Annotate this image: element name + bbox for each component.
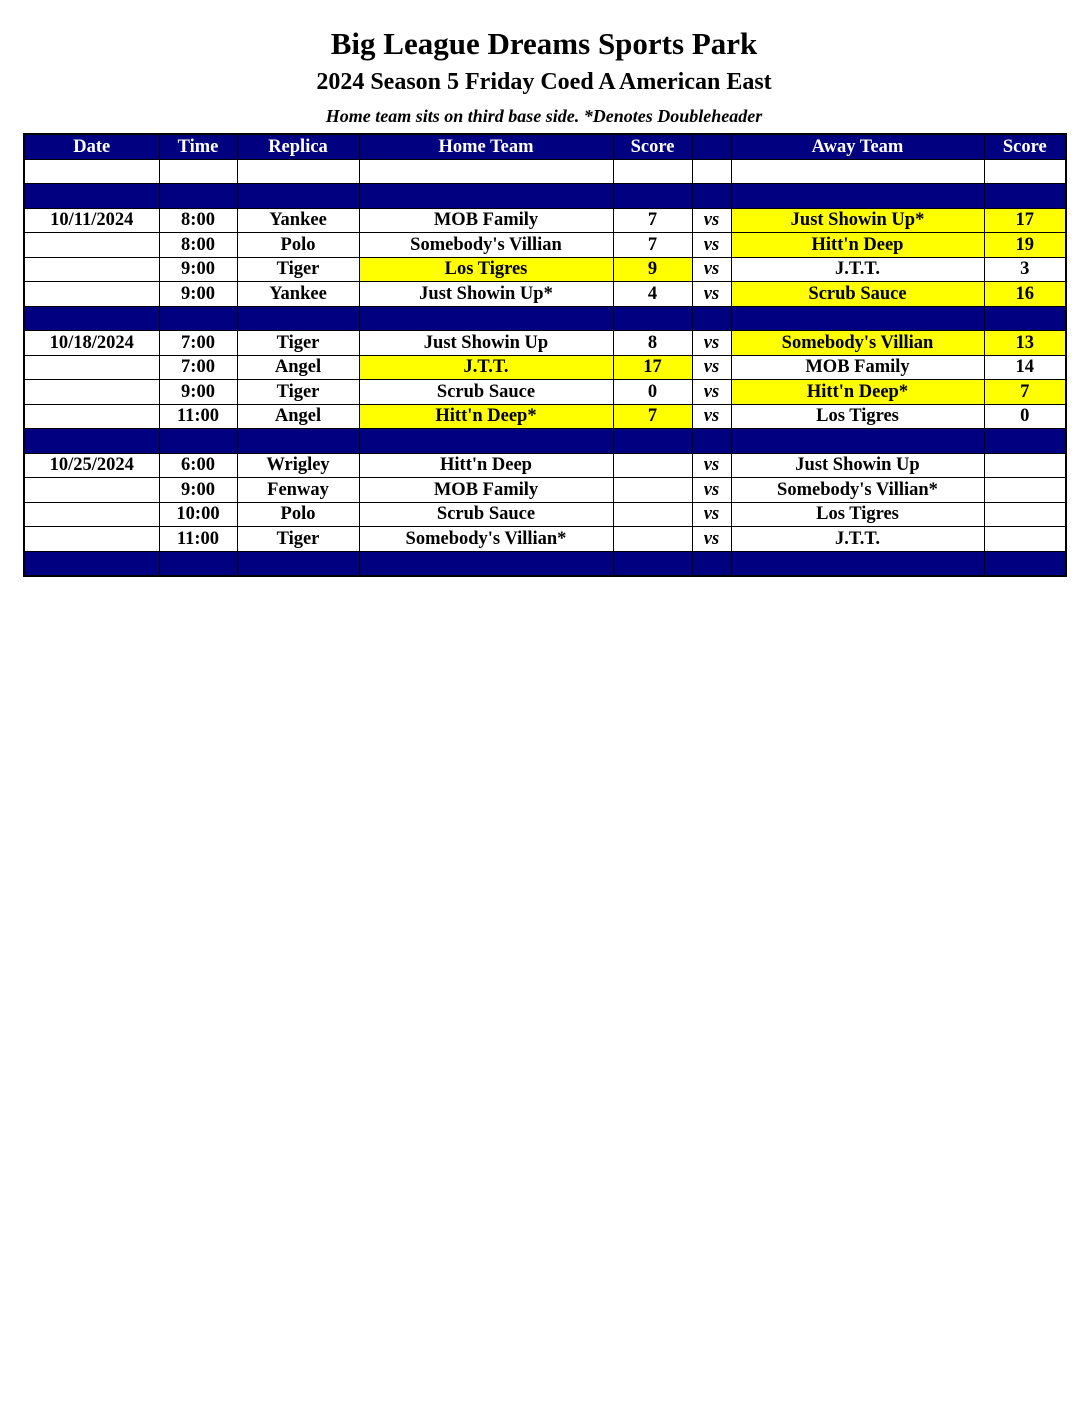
game-row (24, 355, 1066, 380)
separator-cell (159, 184, 237, 209)
game-row (24, 502, 1066, 527)
away-team-cell: Los Tigres (731, 404, 984, 429)
date-cell (24, 478, 159, 503)
date-cell (24, 257, 159, 282)
home-team-cell: J.T.T. (359, 355, 613, 380)
blank-cell (24, 159, 159, 184)
home-team-cell: Just Showin Up* (359, 282, 613, 307)
replica-cell: Fenway (237, 478, 359, 503)
col-header-away-team: Away Team (731, 134, 984, 159)
date-cell (24, 527, 159, 552)
vs-cell: vs (692, 355, 731, 380)
date-cell (24, 355, 159, 380)
home-score-cell: 7 (613, 404, 692, 429)
doubleheader-note: Home team sits on third base side. *Denotes Doubleheader (325, 106, 763, 126)
game-row (24, 404, 1066, 429)
date-cell (24, 233, 159, 258)
replica-cell: Yankee (237, 208, 359, 233)
separator-cell (984, 551, 1066, 576)
replica-cell: Tiger (237, 527, 359, 552)
time-cell: 8:00 (159, 233, 237, 258)
vs-cell: vs (692, 478, 731, 503)
away-team-cell: J.T.T. (731, 257, 984, 282)
replica-cell: Tiger (237, 257, 359, 282)
date-cell: 10/25/2024 (24, 453, 159, 478)
away-team-cell: Just Showin Up (731, 453, 984, 478)
game-row (24, 233, 1066, 258)
separator-cell (613, 184, 692, 209)
separator-cell (731, 306, 984, 331)
time-cell: 9:00 (159, 257, 237, 282)
separator-cell (359, 429, 613, 454)
home-score-cell: 0 (613, 380, 692, 405)
game-row (24, 208, 1066, 233)
col-header-home-score: Score (613, 134, 692, 159)
away-score-cell (984, 527, 1066, 552)
away-score-cell (984, 478, 1066, 503)
separator-cell (159, 429, 237, 454)
away-score-cell: 0 (984, 404, 1066, 429)
separator-cell (237, 306, 359, 331)
date-cell: 10/11/2024 (24, 208, 159, 233)
separator-cell (24, 306, 159, 331)
separator-cell (731, 184, 984, 209)
replica-cell: Angel (237, 404, 359, 429)
blank-cell (692, 159, 731, 184)
separator-cell (613, 306, 692, 331)
vs-cell: vs (692, 208, 731, 233)
blank-cell (237, 159, 359, 184)
away-team-cell: Hitt'n Deep (731, 233, 984, 258)
home-score-cell: 4 (613, 282, 692, 307)
separator-cell (159, 306, 237, 331)
separator-cell (359, 551, 613, 576)
home-score-cell (613, 502, 692, 527)
home-team-cell: Los Tigres (359, 257, 613, 282)
separator-cell (984, 429, 1066, 454)
game-row (24, 380, 1066, 405)
away-score-cell (984, 453, 1066, 478)
home-score-cell (613, 453, 692, 478)
time-cell: 6:00 (159, 453, 237, 478)
replica-cell: Angel (237, 355, 359, 380)
replica-cell: Yankee (237, 282, 359, 307)
separator-cell (731, 551, 984, 576)
league-subtitle: 2024 Season 5 Friday Coed A American East (316, 69, 772, 95)
separator-cell (159, 551, 237, 576)
away-team-cell: MOB Family (731, 355, 984, 380)
time-cell: 11:00 (159, 527, 237, 552)
home-score-cell: 9 (613, 257, 692, 282)
away-score-cell (984, 502, 1066, 527)
game-row (24, 453, 1066, 478)
separator-cell (613, 551, 692, 576)
time-cell: 11:00 (159, 404, 237, 429)
replica-cell: Polo (237, 502, 359, 527)
home-score-cell: 7 (613, 233, 692, 258)
game-row (24, 282, 1066, 307)
home-score-cell: 7 (613, 208, 692, 233)
home-team-cell: Somebody's Villian* (359, 527, 613, 552)
replica-cell: Wrigley (237, 453, 359, 478)
away-team-cell: Scrub Sauce (731, 282, 984, 307)
blank-cell (613, 159, 692, 184)
time-cell: 9:00 (159, 380, 237, 405)
time-cell: 7:00 (159, 331, 237, 356)
blank-cell (984, 159, 1066, 184)
separator-cell (237, 551, 359, 576)
vs-cell: vs (692, 257, 731, 282)
away-team-cell: Just Showin Up* (731, 208, 984, 233)
time-cell: 10:00 (159, 502, 237, 527)
home-team-cell: Just Showin Up (359, 331, 613, 356)
home-score-cell (613, 478, 692, 503)
week-separator-row (24, 551, 1066, 576)
time-cell: 9:00 (159, 282, 237, 307)
separator-cell (24, 184, 159, 209)
away-team-cell: J.T.T. (731, 527, 984, 552)
home-team-cell: MOB Family (359, 478, 613, 503)
time-cell: 9:00 (159, 478, 237, 503)
blank-cell (159, 159, 237, 184)
game-row (24, 331, 1066, 356)
separator-cell (359, 184, 613, 209)
date-cell (24, 404, 159, 429)
week-separator-row (24, 306, 1066, 331)
col-header-time: Time (159, 134, 237, 159)
page-title: Big League Dreams Sports Park (330, 26, 758, 61)
away-team-cell: Somebody's Villian* (731, 478, 984, 503)
col-header-vs (692, 134, 731, 159)
separator-cell (984, 306, 1066, 331)
away-score-cell: 13 (984, 331, 1066, 356)
replica-cell: Tiger (237, 331, 359, 356)
separator-cell (984, 184, 1066, 209)
replica-cell: Tiger (237, 380, 359, 405)
away-score-cell: 3 (984, 257, 1066, 282)
time-cell: 8:00 (159, 208, 237, 233)
date-cell (24, 502, 159, 527)
col-header-away-score: Score (984, 134, 1066, 159)
vs-cell: vs (692, 502, 731, 527)
vs-cell: vs (692, 453, 731, 478)
blank-cell (359, 159, 613, 184)
game-row (24, 527, 1066, 552)
separator-cell (24, 429, 159, 454)
blank-row (24, 159, 1066, 184)
home-team-cell: Hitt'n Deep* (359, 404, 613, 429)
away-score-cell: 14 (984, 355, 1066, 380)
date-cell (24, 282, 159, 307)
away-score-cell: 16 (984, 282, 1066, 307)
vs-cell: vs (692, 527, 731, 552)
away-team-cell: Hitt'n Deep* (731, 380, 984, 405)
game-row (24, 478, 1066, 503)
table-header-row (24, 134, 1066, 159)
col-header-home-team: Home Team (359, 134, 613, 159)
separator-cell (692, 429, 731, 454)
time-cell: 7:00 (159, 355, 237, 380)
vs-cell: vs (692, 233, 731, 258)
schedule-body (24, 159, 1066, 576)
away-score-cell: 17 (984, 208, 1066, 233)
home-team-cell: Somebody's Villian (359, 233, 613, 258)
separator-cell (237, 429, 359, 454)
separator-cell (237, 184, 359, 209)
replica-cell: Polo (237, 233, 359, 258)
separator-cell (731, 429, 984, 454)
separator-cell (692, 306, 731, 331)
home-team-cell: MOB Family (359, 208, 613, 233)
schedule-table (23, 133, 1067, 577)
home-score-cell: 8 (613, 331, 692, 356)
separator-cell (613, 429, 692, 454)
home-team-cell: Scrub Sauce (359, 502, 613, 527)
blank-cell (731, 159, 984, 184)
separator-cell (24, 551, 159, 576)
away-team-cell: Los Tigres (731, 502, 984, 527)
vs-cell: vs (692, 282, 731, 307)
home-score-cell: 17 (613, 355, 692, 380)
away-team-cell: Somebody's Villian (731, 331, 984, 356)
date-cell: 10/18/2024 (24, 331, 159, 356)
date-cell (24, 380, 159, 405)
col-header-date: Date (24, 134, 159, 159)
home-score-cell (613, 527, 692, 552)
game-row (24, 257, 1066, 282)
vs-cell: vs (692, 331, 731, 356)
vs-cell: vs (692, 404, 731, 429)
home-team-cell: Scrub Sauce (359, 380, 613, 405)
separator-cell (359, 306, 613, 331)
away-score-cell: 19 (984, 233, 1066, 258)
col-header-replica: Replica (237, 134, 359, 159)
separator-cell (692, 551, 731, 576)
away-score-cell: 7 (984, 380, 1066, 405)
week-separator-row (24, 184, 1066, 209)
week-separator-row (24, 429, 1066, 454)
separator-cell (692, 184, 731, 209)
vs-cell: vs (692, 380, 731, 405)
home-team-cell: Hitt'n Deep (359, 453, 613, 478)
